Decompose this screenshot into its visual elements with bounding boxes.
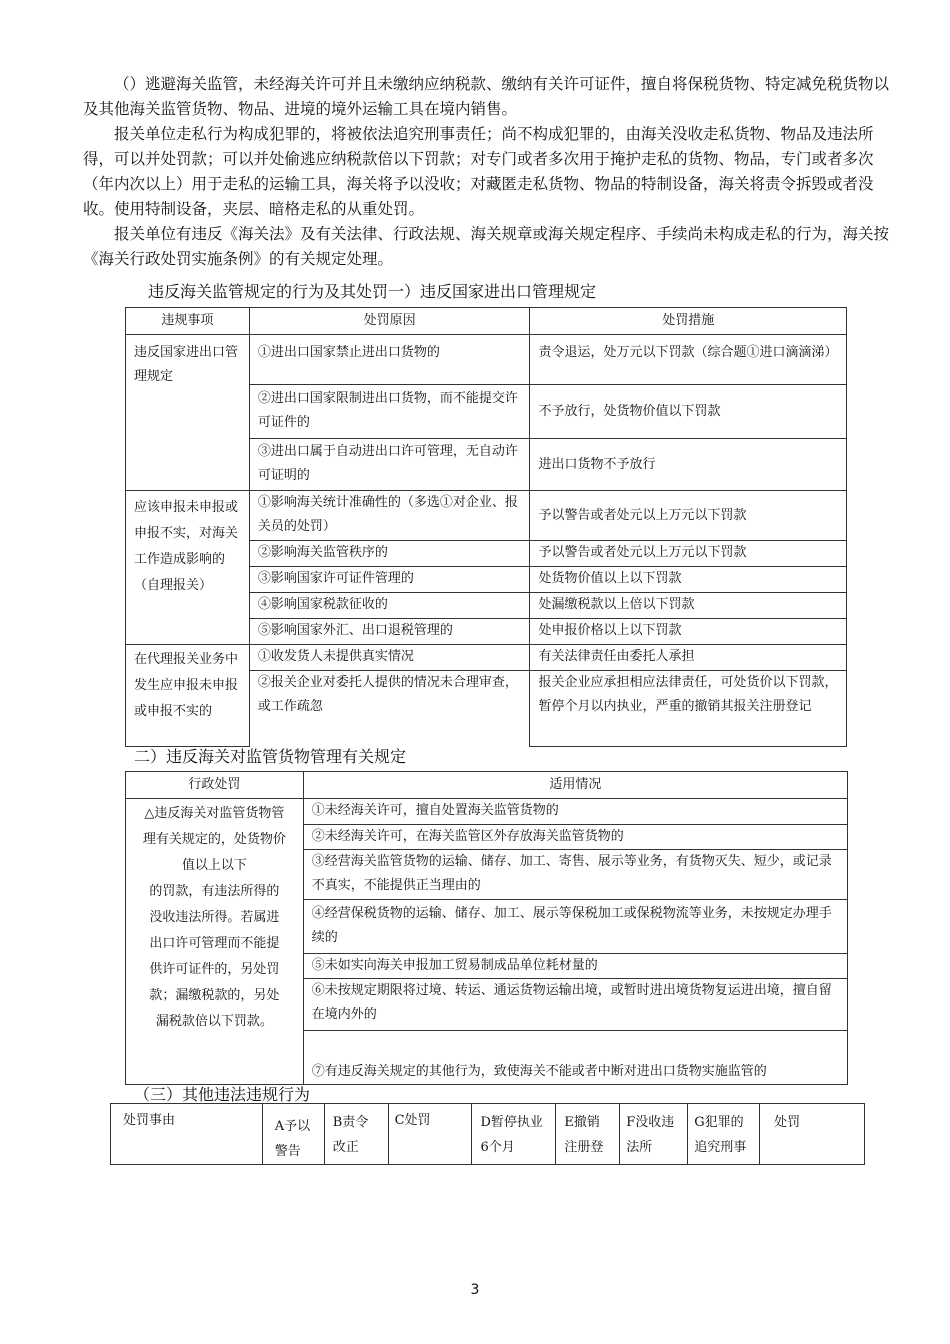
other-violations-table [110,1103,865,1165]
header-cell: C处罚 [388,1104,472,1165]
case-cell: ③经营海关监管货物的运输、储存、加工、寄售、展示等业务，有货物灭失、短少，或记录不真实，不能提供正当理由的 [303,850,847,900]
header-cell: 适用情况 [303,772,847,799]
header-cell: D暂停执业6个月 [472,1104,556,1165]
header-cell: 处罚原因 [249,308,530,335]
paragraph-1: （）逃避海关监管，未经海关许可并且未缴纳应纳税款、缴纳有关许可证件，擅自将保税货物、特定减免税货物以及其他海关监管货物、物品、进境的境外运输工具在境内销售。 [83,75,890,118]
penalty-line: 款；漏缴税款的，另处 [149,988,280,1003]
violation-item: 应该申报未申报或申报不实，对海关工作造成影响的（自理报关） [134,500,239,593]
penalty-line: 漏税款倍以下罚款。 [155,1014,273,1029]
penalty-line: 值以上以下 [181,858,247,873]
table-row [111,1104,865,1165]
header-cell: 处罚事由 [111,1104,263,1165]
penalty-line: 没收违法所得。若属进 [149,910,280,925]
paragraph-3: 报关单位有违反《海关法》及有关法律、行政法规、海关规章或海关规定程序、手续尚未构成走私的行为，海关按《海关行政处罚实施条例》的有关规定处理。 [83,225,890,268]
violations-table [125,307,847,747]
reason-cell: ②进出口国家限制进出口货物，而不能提交许可证件的 [249,385,530,439]
violation-item: 在代理报关业务中发生应申报未申报或申报不实的 [134,652,239,719]
penalty-line: 理有关规定的，处货物价 [142,832,286,847]
measure-cell: 报关企业应承担相应法律责任，可处货价以下罚款，暂停个月以内执业，严重的撤销其报关注册登记 [530,671,847,747]
table2-caption: 二）违反海关对监管货物管理有关规定 [134,747,407,766]
measure-cell: 不予放行，处货物价值以下罚款 [530,385,847,439]
table1-caption: 违反海关监管规定的行为及其处罚一）违反国家进出口管理规定 [148,282,597,301]
measure-cell: 有关法律责任由委托人承担 [530,645,847,671]
reason-cell: ②报关企业对委托人提供的情况未合理审查，或工作疏忽 [249,671,530,747]
page-number: 3 [470,1282,480,1298]
penalty-line: 供许可证件的，另处罚 [149,962,280,977]
measure-cell: 予以警告或者处元以上万元以下罚款 [530,541,847,567]
header-cell: A予以警告 [262,1104,324,1165]
reason-cell: ④影响国家税款征收的 [249,593,530,619]
header-cell: E撤销注册登 [556,1104,620,1165]
violation-item-cell [126,335,250,491]
case-cell: ⑤未如实向海关申报加工贸易制成品单位耗材量的 [303,954,847,979]
case-cell: ①未经海关许可，擅自处置海关监管货物的 [303,799,847,825]
violation-item-cell [126,645,250,747]
measure-cell: 进出口货物不予放行 [530,439,847,491]
header-cell: 行政处罚 [126,772,304,799]
reason-cell: ②影响海关监管秩序的 [249,541,530,567]
reason-cell: ①收发货人未提供真实情况 [249,645,530,671]
measure-cell: 处漏缴税款以上倍以下罚款 [530,593,847,619]
reason-cell: ①影响海关统计准确性的（多选①对企业、报关员的处罚） [249,491,530,541]
table-row [126,645,847,671]
table-header-row [126,308,847,335]
reason-cell: ⑤影响国家外汇、出口退税管理的 [249,619,530,645]
penalty-line: 的罚款，有违法所得的 [149,884,280,899]
violation-item-cell [126,491,250,645]
header-cell: 处罚措施 [530,308,847,335]
header-cell: 处罚 [760,1104,865,1165]
case-cell: ⑦有违反海关规定的其他行为，致使海关不能或者中断对进出口货物实施监管的 [303,1031,847,1085]
measure-cell: 予以警告或者处元以上万元以下罚款 [530,491,847,541]
table-header-row [126,772,848,799]
table-row [126,491,847,541]
penalty-cell [126,799,304,1085]
penalty-line: △违反海关对监管货物管 [144,806,285,821]
violation-item: 违反国家进出口管理规定 [134,345,239,384]
table3-caption: （三）其他违法违规行为 [134,1085,311,1104]
table-row [126,799,848,825]
header-cell: B责令改正 [324,1104,388,1165]
case-cell: ②未经海关许可，在海关监管区外存放海关监管货物的 [303,825,847,850]
header-cell: F没收违法所 [620,1104,688,1165]
case-cell: ⑥未按规定期限将过境、转运、通运货物运输出境，或暂时进出境货物复运进出境，擅自留在境内外的 [303,979,847,1031]
penalty-line: 出口许可管理而不能提 [149,936,280,951]
reason-cell: ③进出口属于自动进出口许可管理，无自动许可证明的 [249,439,530,491]
reason-cell: ①进出口国家禁止进出口货物的 [249,335,530,385]
case-cell: ④经营保税货物的运输、储存、加工、展示等保税加工或保税物流等业务，未按规定办理手续的 [303,900,847,954]
table-row [126,335,847,385]
header-cell: G犯罪的追究刑事 [688,1104,760,1165]
measure-cell: 处货物价值以上以下罚款 [530,567,847,593]
supervision-table [125,771,848,1085]
header-cell: 违规事项 [126,308,250,335]
measure-cell: 责令退运，处万元以下罚款（综合题①进口滴滴涕） [530,335,847,385]
reason-cell: ③影响国家许可证件管理的 [249,567,530,593]
paragraph-2: 报关单位走私行为构成犯罪的，将被依法追究刑事责任；尚不构成犯罪的，由海关没收走私货物、物品及违法所得，可以并处罚款；可以并处偷逃应纳税款倍以下罚款；对专门或者多次用于掩护走私的货物、物品，专门或者多次（年内次以上）用于走私的运输工具，海关将予以没收；对藏匿走私货物、物品的特制设备，海关将责令拆毁或者没收。使用特制设备，夹层、暗格走私的从重处罚。 [83,125,874,218]
measure-cell: 处申报价格以上以下罚款 [530,619,847,645]
